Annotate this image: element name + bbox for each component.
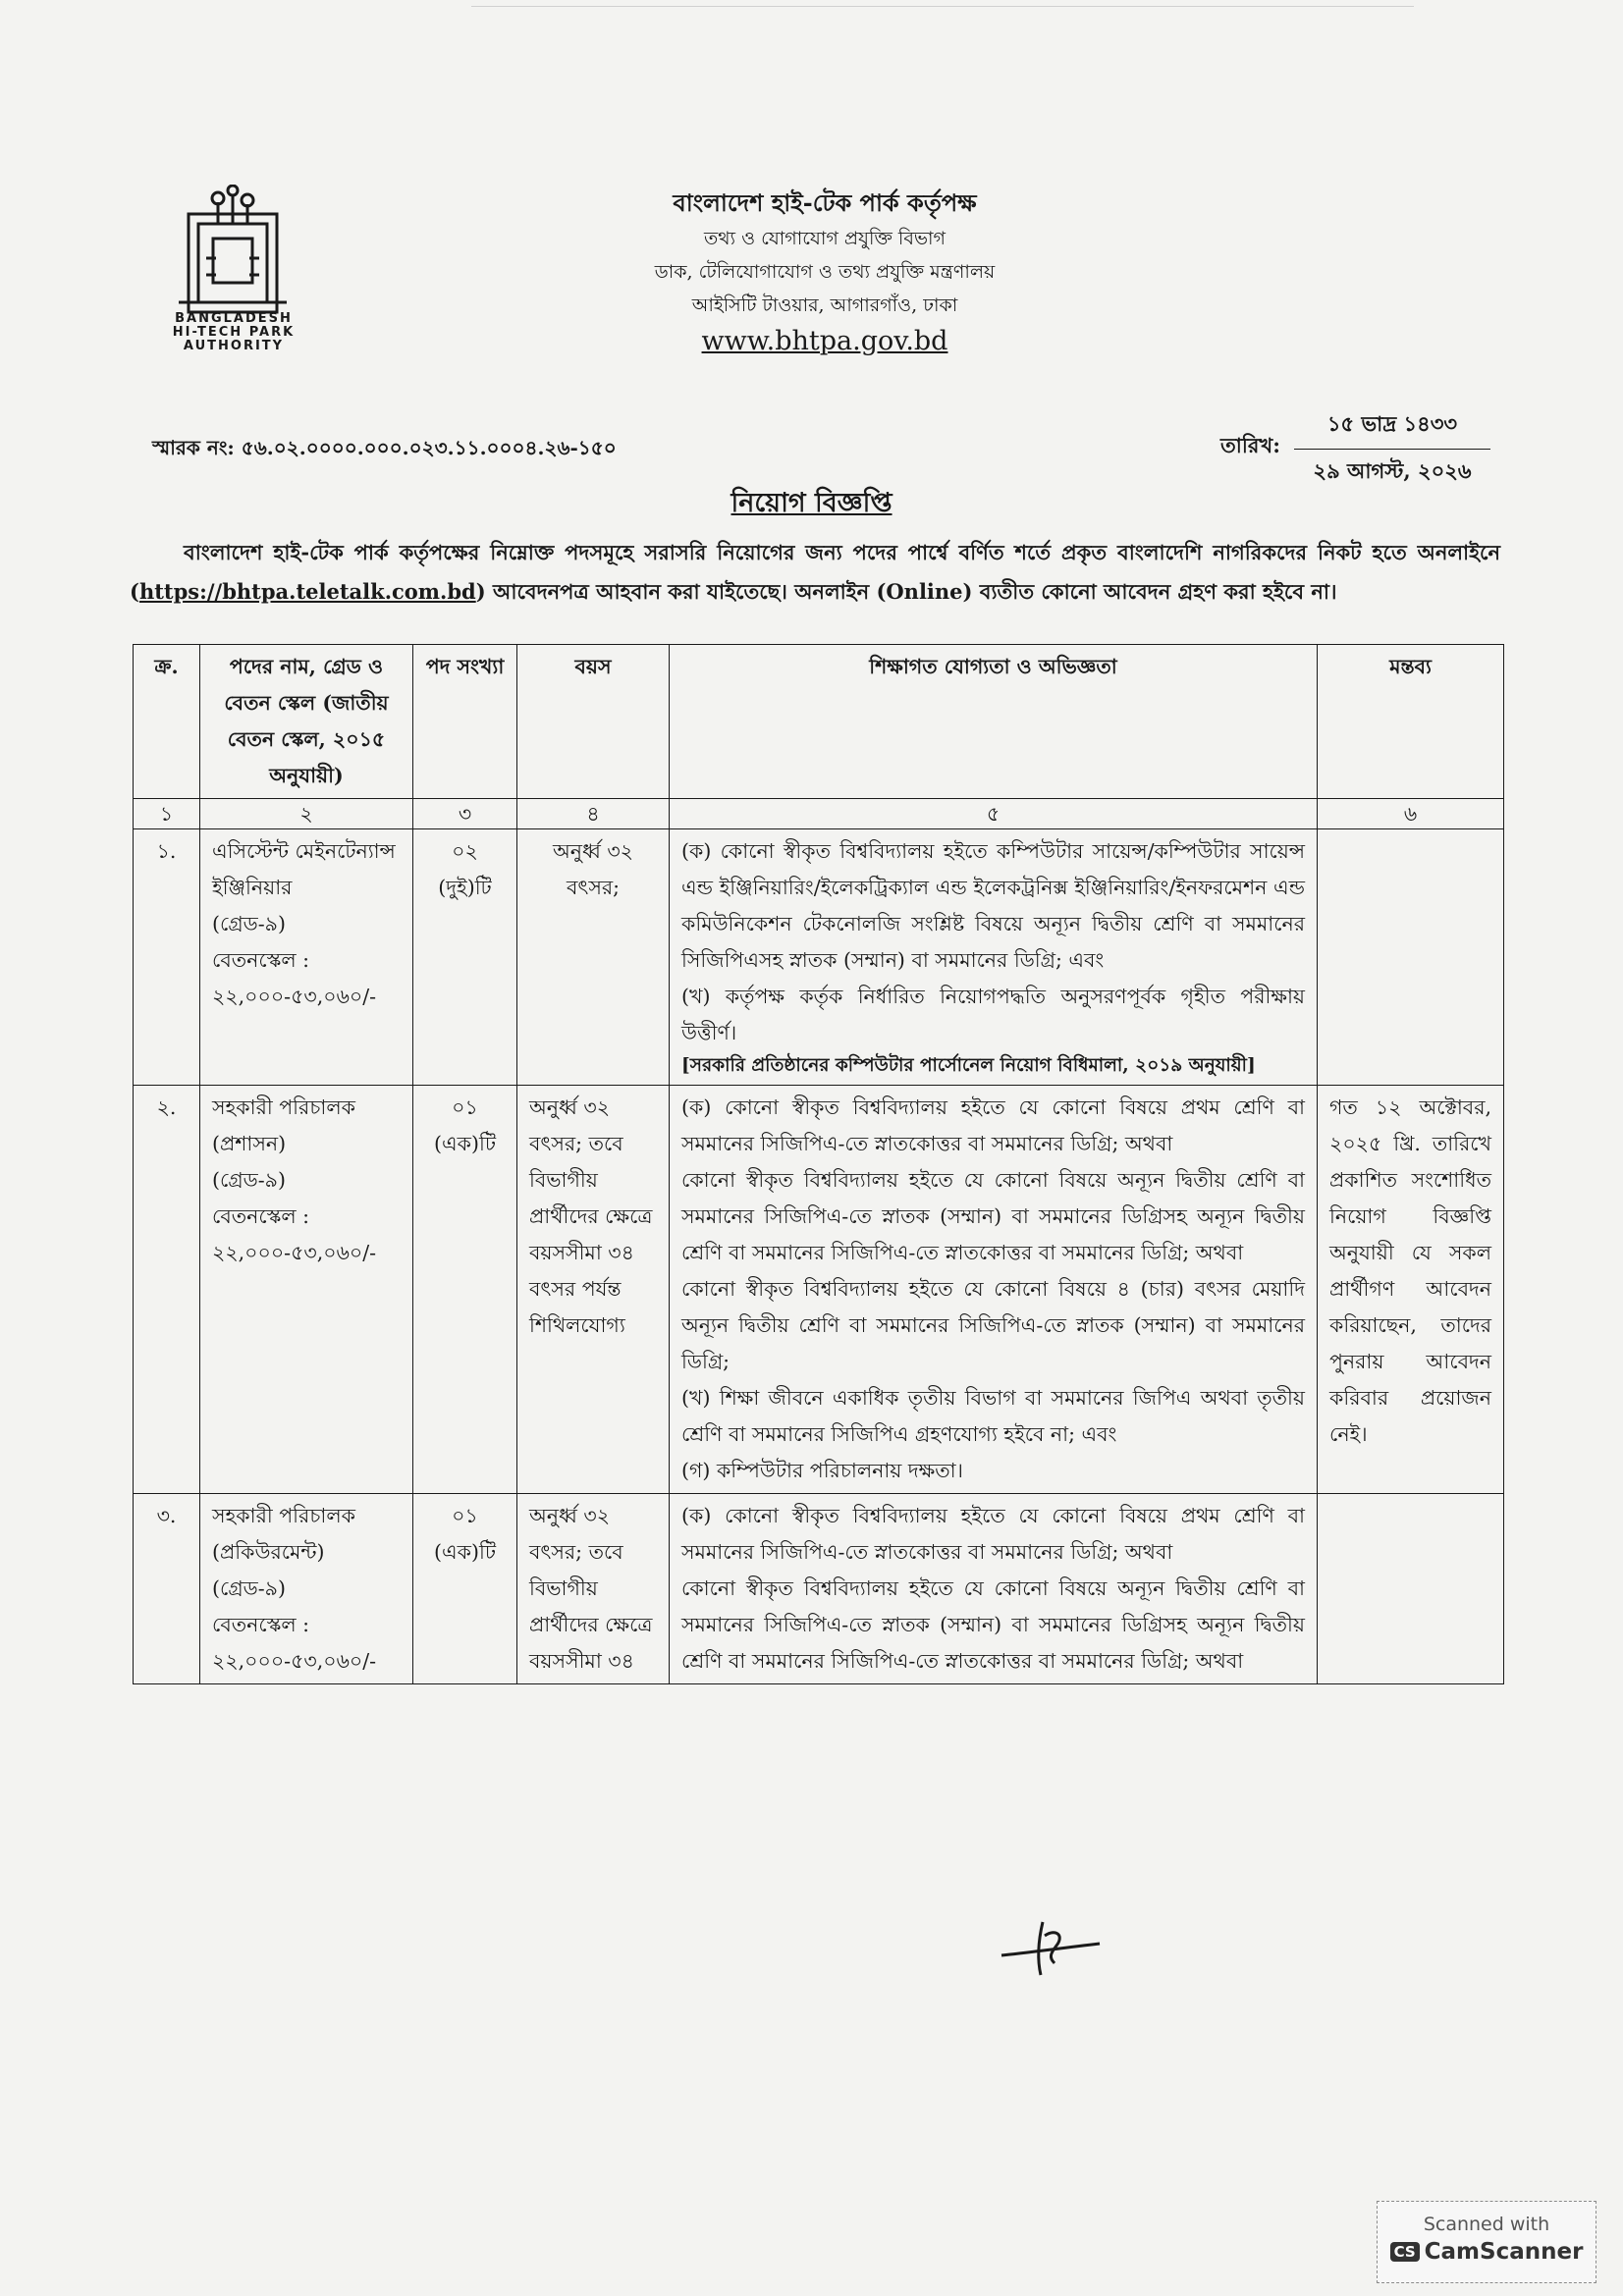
col-number: ৪ (517, 799, 670, 829)
header-serial: ক্র. (134, 645, 200, 799)
col-number: ৬ (1318, 799, 1504, 829)
letterhead (550, 185, 1100, 361)
row-post (200, 829, 413, 1086)
count-words: (এক)টি (434, 1540, 496, 1564)
ministry-name: ডাক, টেলিযোগাযোগ ও তথ্য প্রযুক্তি মন্ত্রণালয় (654, 261, 996, 283)
header-qualification: শিক্ষাগত যোগ্যতা ও অভিজ্ঞতা (670, 645, 1318, 799)
qualification-item: (গ) কম্পিউটার পরিচালনায় দক্ষতা। (681, 1459, 963, 1482)
application-url-link[interactable]: https://bhtpa.teletalk.com.bd (138, 579, 476, 604)
table-row (134, 1494, 1504, 1684)
watermark-line-1: Scanned with (1423, 2214, 1550, 2235)
notice-title-wrap (0, 483, 1623, 527)
camscanner-watermark (1377, 2201, 1596, 2283)
row-remark (1318, 829, 1504, 1086)
logo-line-3: AUTHORITY (183, 339, 285, 353)
posts-table (133, 644, 1504, 1684)
row-post (200, 1086, 413, 1494)
qualification-item: (খ) শিক্ষা জীবনে একাধিক তৃতীয় বিভাগ বা সমমানের জিপিএ অথবা তৃতীয় শ্রেণি বা সমমানের সিজিপিএ গ্রহণযোগ্য হইবে না; এবং (681, 1386, 1305, 1446)
table-row (134, 1086, 1504, 1494)
count-number: ০১ (452, 1504, 478, 1527)
memo-number: স্মারক নং: ৫৬.০২.০০০০.০০০.০২৩.১১.০০০৪.২৬-১৫০ (152, 436, 617, 459)
date-label: তারিখ: (1220, 433, 1280, 457)
count-words: (দুই)টি (438, 876, 492, 899)
row-age: অনুর্ধ্ব ৩২ বৎসর; তবে বিভাগীয় প্রার্থীদের ক্ষেত্রে বয়সসীমা ৩৪ বৎসর পর্যন্ত শিথিলযোগ্য (517, 1086, 670, 1494)
intro-paragraph (130, 533, 1500, 612)
row-qualification (670, 829, 1318, 1086)
post-scale-label: বেতনস্কেল : (212, 1613, 310, 1636)
col-number: ৫ (670, 799, 1318, 829)
scan-edge (471, 0, 1414, 7)
table-row (134, 829, 1504, 1086)
logo-line-2: HI-TECH PARK (172, 325, 296, 340)
post-grade: (গ্রেড-৯) (212, 912, 286, 935)
header-age: বয়স (517, 645, 670, 799)
qualification-item: (ক) কোনো স্বীকৃত বিশ্ববিদ্যালয় হইতে যে কোনো বিষয়ে প্রথম শ্রেণি বা সমমানের সিজিপিএ-তে স্নাতকোত্তর বা সমমানের ডিগ্রি; অথবা (681, 1095, 1305, 1155)
post-section: (প্রশাসন) (212, 1132, 287, 1155)
table-header-row (134, 645, 1504, 799)
notice-title: নিয়োগ বিজ্ঞপ্তি (730, 488, 893, 518)
header-post: পদের নাম, গ্রেড ও বেতন স্কেল (জাতীয় বেতন স্কেল, ২০১৫ অনুযায়ী) (200, 645, 413, 799)
post-scale: ২২,০০০-৫৩,০৬০/- (212, 1241, 377, 1264)
camscanner-icon: CS (1390, 2242, 1420, 2262)
post-grade: (গ্রেড-৯) (212, 1576, 286, 1600)
watermark-brand: CamScanner (1424, 2239, 1584, 2265)
row-count (413, 1494, 517, 1684)
post-scale-label: বেতনস্কেল : (212, 1204, 310, 1228)
address: আইসিটি টাওয়ার, আগারগাঁও, ঢাকা (691, 294, 958, 316)
post-scale-label: বেতনস্কেল : (212, 948, 310, 972)
logo-text (155, 312, 312, 353)
count-words: (এক)টি (434, 1132, 496, 1155)
count-number: ০১ (452, 1095, 478, 1119)
row-serial: ১. (134, 829, 200, 1086)
qualification-item: (ক) কোনো স্বীকৃত বিশ্ববিদ্যালয় হইতে কম্পিউটার সায়েন্স/কম্পিউটার সায়েন্স এন্ড ইঞ্জিনিয়ারিং/ইলেকট্রিক্যাল এন্ড ইলেকট্রনিক্স ইঞ্জিনিয়ারিং/ইনফরমেশন এন্ড কমিউনিকেশন টেকনোলজি সংশ্লিষ্ট বিষয়ে অন্যূন দ্বিতীয় শ্রেণি বা সমমানের সিজিপিএসহ স্নাতক (সম্মান) বা সমমানের ডিগ্রি; এবং (681, 839, 1305, 972)
row-qualification (670, 1086, 1318, 1494)
qualification-item: (খ) কর্তৃপক্ষ কর্তৃক নির্ধারিত নিয়োগপদ্ধতি অনুসরণপূর্বক গৃহীত পরীক্ষায় উত্তীর্ণ। (681, 985, 1305, 1044)
post-section: (প্রকিউরমেন্ট) (212, 1540, 325, 1564)
row-serial: ৩. (134, 1494, 200, 1684)
post-name: সহকারী পরিচালক (212, 1095, 355, 1119)
post-grade: (গ্রেড-৯) (212, 1168, 286, 1192)
date-block (1294, 408, 1490, 490)
row-age: অনুর্ধ্ব ৩২ বৎসর; (517, 829, 670, 1086)
qualification-item: কোনো স্বীকৃত বিশ্ববিদ্যালয় হইতে যে কোনো বিষয়ে ৪ (চার) বৎসর মেয়াদি অন্যূন দ্বিতীয় শ্রেণি বা সমমানের সিজিপিএ-তে স্নাতক (সম্মান) বা সমমানের ডিগ্রি; (681, 1277, 1305, 1373)
logo-line-1: BANGLADESH (175, 311, 293, 326)
signature-mark (992, 1914, 1109, 1983)
qualification-item: (ক) কোনো স্বীকৃত বিশ্ববিদ্যালয় হইতে যে কোনো বিষয়ে প্রথম শ্রেণি বা সমমানের সিজিপিএ-তে স্নাতকোত্তর বা সমমানের ডিগ্রি; অথবা (681, 1504, 1305, 1564)
col-number: ৩ (413, 799, 517, 829)
row-serial: ২. (134, 1086, 200, 1494)
row-count (413, 1086, 517, 1494)
row-remark (1318, 1494, 1504, 1684)
qualification-note: [সরকারি প্রতিষ্ঠানের কম্পিউটার পার্সোনেল নিয়োগ বিধিমালা, ২০১৯ অনুযায়ী] (681, 1055, 1256, 1076)
intro-text-1: বাংলাদেশ হাই-টেক পার্ক কর্তৃপক্ষের নিম্নোক্ত পদসমূহে সরাসরি নিয়োগের জন্য পদের পার্শ্বে বর্ণিত শর্তে প্রকৃত বাংলাদেশি নাগরিকদের নিকট হতে অনলাইনে ( (130, 540, 1500, 604)
date-bangla: ১৫ ভাদ্র ১৪৩৩ (1294, 408, 1490, 450)
col-number: ২ (200, 799, 413, 829)
row-post (200, 1494, 413, 1684)
row-qualification (670, 1494, 1318, 1684)
intro-text-2: ) আবেদনপত্র আহবান করা যাইতেছে। অনলাইন (Online) ব্যতীত কোনো আবেদন গ্রহণ করা হইবে না। (475, 579, 1337, 604)
qualification-item: কোনো স্বীকৃত বিশ্ববিদ্যালয় হইতে যে কোনো বিষয়ে অন্যূন দ্বিতীয় শ্রেণি বা সমমানের সিজিপিএ-তে স্নাতক (সম্মান) বা সমমানের ডিগ্রিসহ অন্যূন দ্বিতীয় শ্রেণি বা সমমানের সিজিপিএ-তে স্নাতকোত্তর বা সমমানের ডিগ্রি; অথবা (681, 1168, 1305, 1264)
row-count (413, 829, 517, 1086)
post-name: সহকারী পরিচালক (212, 1504, 355, 1527)
row-age: অনুর্ধ্ব ৩২ বৎসর; তবে বিভাগীয় প্রার্থীদের ক্ষেত্রে বয়সসীমা ৩৪ (517, 1494, 670, 1684)
row-remark: গত ১২ অক্টোবর, ২০২৫ খ্রি. তারিখে প্রকাশিত সংশোধিত নিয়োগ বিজ্ঞপ্তি অনুযায়ী যে সকল প্রার্থীগণ আবেদন করিয়াছেন, তাদের পুনরায় আবেদন করিবার প্রয়োজন নেই। (1318, 1086, 1504, 1494)
website-link[interactable]: www.bhtpa.gov.bd (701, 326, 948, 356)
post-scale: ২২,০০০-৫৩,০৬০/- (212, 985, 377, 1008)
post-scale: ২২,০০০-৫৩,০৬০/- (212, 1649, 377, 1673)
date-english: ২৯ আগস্ট, ২০২৬ (1313, 458, 1472, 483)
org-name: বাংলাদেশ হাই-টেক পার্ক কর্তৃপক্ষ (673, 188, 977, 217)
header-remark: মন্তব্য (1318, 645, 1504, 799)
col-number: ১ (134, 799, 200, 829)
qualification-item: কোনো স্বীকৃত বিশ্ববিদ্যালয় হইতে যে কোনো বিষয়ে অন্যূন দ্বিতীয় শ্রেণি বা সমমানের সিজিপিএ-তে স্নাতক (সম্মান) বা সমমানের ডিগ্রিসহ অন্যূন দ্বিতীয় শ্রেণি বা সমমানের সিজিপিএ-তে স্নাতকোত্তর বা সমমানের ডিগ্রি; অথবা (681, 1576, 1305, 1673)
column-number-row (134, 799, 1504, 829)
count-number: ০২ (452, 839, 478, 863)
division-name: তথ্য ও যোগাযোগ প্রযুক্তি বিভাগ (703, 228, 947, 249)
watermark-line-2 (1378, 2239, 1596, 2265)
header-count: পদ সংখ্যা (413, 645, 517, 799)
post-name: এসিস্টেন্ট মেইনটেন্যান্স ইঞ্জিনিয়ার (212, 839, 396, 899)
